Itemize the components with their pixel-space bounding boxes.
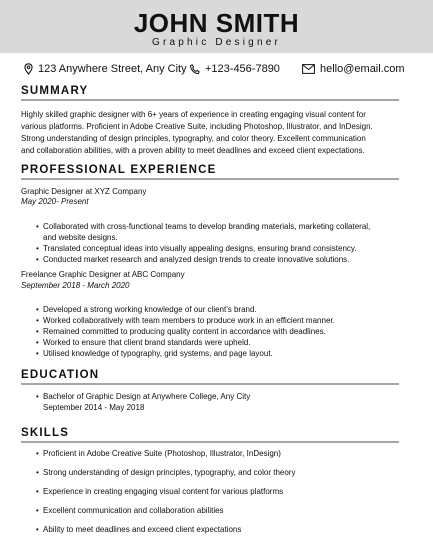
candidate-role: Graphic Designer xyxy=(151,37,281,48)
summary-heading: SUMMARY xyxy=(21,85,89,97)
list-item: • Excellent communication and collaboration abilities xyxy=(36,505,406,524)
list-item: • Developed a strong working knowledge of our client's brand. xyxy=(36,304,406,315)
list-item: • Remained committed to producing quality content in accordance with deadlines. xyxy=(36,326,406,337)
email-link[interactable]: hello@email.com xyxy=(320,63,405,75)
list-item-text: and website designs. xyxy=(43,233,118,242)
address-text: 123 Anywhere Street, Any City xyxy=(38,63,187,75)
contact-address xyxy=(24,61,187,77)
summary-line: Strong understanding of design principles, typography, and color theory. Excellent communication xyxy=(21,134,366,143)
list-item: • Worked to ensure that client brand standards were upheld. xyxy=(36,337,406,348)
phone-icon xyxy=(190,64,200,75)
education-heading: EDUCATION xyxy=(21,369,100,381)
job-bullets xyxy=(36,221,406,265)
list-item: • Strong understanding of design principles, typography, and color theory xyxy=(36,467,406,486)
list-item: • Utilised knowledge of typography, grid systems, and page layout. xyxy=(36,348,406,359)
list-item: • Translated conceptual ideas into visually appealing designs, ensuring brand consistency. xyxy=(36,243,406,254)
list-item-continuation xyxy=(36,232,406,243)
list-item: • Ability to meet deadlines and exceed client expectations xyxy=(36,524,406,543)
phone-text: +123-456-7890 xyxy=(205,63,280,75)
list-item: • Bachelor of Graphic Design at Anywhere College, Any City xyxy=(36,391,406,402)
skills-heading: SKILLS xyxy=(21,427,70,439)
job-dates: September 2018 - March 2020 xyxy=(21,281,130,290)
list-item: • Experience in creating engaging visual content for various platforms xyxy=(36,486,406,505)
job-title: Freelance Graphic Designer at ABC Company xyxy=(21,270,185,279)
contact-phone xyxy=(190,61,280,77)
list-item: • Conducted market research and analyzed design trends to create innovative solutions. xyxy=(36,254,406,265)
summary-text xyxy=(21,109,413,157)
list-item: • Worked collaboratively with team members to produce work in an efficient manner. xyxy=(36,315,406,326)
candidate-name: JOHN SMITH xyxy=(133,8,300,38)
experience-divider xyxy=(21,178,399,180)
resume-header xyxy=(0,0,433,53)
experience-heading: PROFESSIONAL EXPERIENCE xyxy=(21,164,217,176)
education-divider xyxy=(21,383,399,385)
location-pin-icon xyxy=(24,63,33,75)
summary-line: and collaboration abilities, with a proven ability to meet deadlines and exceed client expectations. xyxy=(21,146,365,155)
job-dates: May 2020- Present xyxy=(21,197,89,206)
summary-line: various platforms. Proficient in Adobe Creative Suite, including Photoshop, Illustrator, and InDesign. xyxy=(21,122,373,131)
job-title: Graphic Designer at XYZ Company xyxy=(21,187,147,196)
education-list xyxy=(36,391,406,402)
contact-email[interactable] xyxy=(302,61,405,77)
summary-line: Highly skilled graphic designer with 6+ years of experience in creating engaging visual content for xyxy=(21,110,366,119)
skills-divider xyxy=(21,441,399,443)
summary-divider xyxy=(21,99,399,101)
envelope-icon xyxy=(302,64,315,74)
skills-list xyxy=(36,448,406,543)
list-item: • Collaborated with cross-functional teams to develop branding materials, marketing collateral, xyxy=(36,221,406,232)
education-dates: September 2014 - May 2018 xyxy=(43,403,145,412)
job-bullets xyxy=(36,304,406,359)
list-item: • Proficient in Adobe Creative Suite (Photoshop, Illustrator, InDesign) xyxy=(36,448,406,467)
